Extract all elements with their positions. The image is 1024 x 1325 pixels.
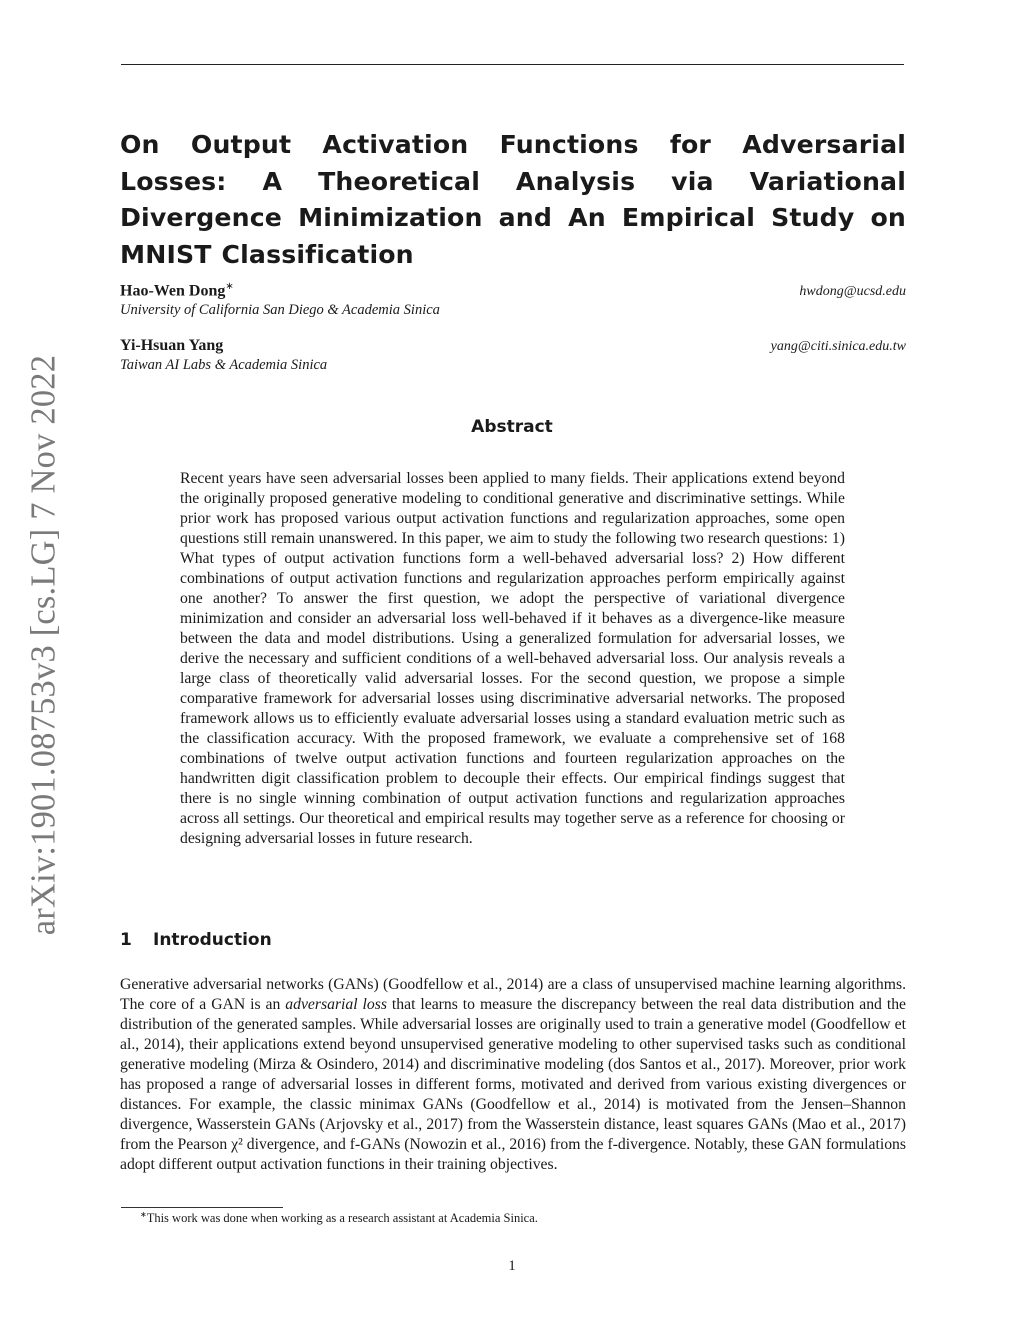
author-block-2 [120, 337, 906, 374]
author-block-1 [120, 281, 906, 319]
footnote-rule [121, 1207, 283, 1208]
section-title: Introduction [153, 930, 272, 950]
paper-title: On Output Activation Functions for Adversarial Losses: A Theoretical Analysis via Variational Divergence Minimization and An Empirical Study on MNIST Classification [120, 130, 906, 269]
intro-text-part-1: Generative adversarial networks (GANs) (Goodfellow et al., 2014) are a class of unsupervised machine learning algorithms. The core of a GAN is an [120, 976, 906, 1013]
emphasis-adversarial-loss: adversarial loss [285, 996, 387, 1013]
abstract-text: Recent years have seen adversarial losses been applied to many fields. Their applications extend beyond the originally proposed generative modeling to conditional generative and discriminative settings. While prior work has proposed various output activation functions and regularization approaches, some open questions still remain unanswered. In this paper, we aim to study the following two research questions: 1) What types of output activation functions form a well-behaved adversarial loss? 2) How different combinations of output activation functions and regularization approaches perform empirically against one another? To answer the first question, we adopt the perspective of variational divergence minimization and consider an adversarial loss well-behaved if it behaves as a divergence-like measure between the data and model distributions. Using a generalized formulation for adversarial losses, we derive the necessary and sufficient conditions of a well-behaved adversarial loss. Our analysis reveals a large class of theoretically valid adversarial losses. For the second question, we propose a simple comparative framework for adversarial losses using discriminative adversarial networks. The proposed framework allows us to efficiently evaluate adversarial losses using a standard evaluation metric such as the classification accuracy. With the proposed framework, we evaluate a comprehensive set of 168 combinations of twelve output activation functions and fourteen regularization approaches on the handwritten digit classification problem to decouple their effects. Our empirical findings suggest that there is no single winning combination of output activation functions and regularization approaches across all settings. Our theoretical and empirical results may together serve as a reference for choosing or designing adversarial losses in future research. [180, 470, 845, 847]
author-affiliation-1: University of California San Diego & Academia Sinica [120, 302, 440, 319]
section-heading-introduction [120, 930, 272, 950]
footnote-mark: ∗ [140, 1210, 147, 1219]
footnote-text: This work was done when working as a research assistant at Academia Sinica. [146, 1211, 538, 1226]
author-name-2: Yi-Hsuan Yang [120, 337, 224, 354]
page-number: 1 [508, 1258, 516, 1274]
header-rule [121, 64, 904, 65]
footnote [140, 1210, 538, 1226]
author-name-1: Hao-Wen Dong∗ [120, 281, 234, 300]
arxiv-identifier: arXiv:1901.08753v3 [cs.LG] 7 Nov 2022 [24, 354, 63, 936]
abstract-heading: Abstract [471, 417, 553, 437]
author-affiliation-2: Taiwan AI Labs & Academia Sinica [120, 357, 328, 373]
footnote-marker: ∗ [225, 281, 234, 292]
author-email-1[interactable]: hwdong@ucsd.edu [799, 284, 906, 300]
intro-text-part-2: that learns to measure the discrepancy between the real data distribution and the distribution of the generated samples. While adversarial losses are originally used to train a generative model (Goodfellow et al., 2014), their applications extend beyond unsupervised generative modeling to other supervised tasks such as conditional generative modeling (Mirza & Osindero, 2014) and discriminative modeling (dos Santos et al., 2017). Moreover, prior work has proposed a range of adversarial losses in different forms, motivated and derived from various existing divergences or distances. For example, the classic minimax GANs (Goodfellow et al., 2014) is motivated from the Jensen–Shannon divergence, Wasserstein GANs (Arjovsky et al., 2017) from the Wasserstein distance, least squares GANs (Mao et al., 2017) from the Pearson χ² divergence, and f-GANs (Nowozin et al., 2016) from the f-divergence. Notably, these GAN formulations adopt different output activation functions in their training objectives. [120, 996, 907, 1173]
author-email-2[interactable]: yang@citi.sinica.edu.tw [770, 339, 906, 354]
introduction-paragraph [120, 975, 906, 1175]
section-number: 1 [120, 930, 132, 950]
